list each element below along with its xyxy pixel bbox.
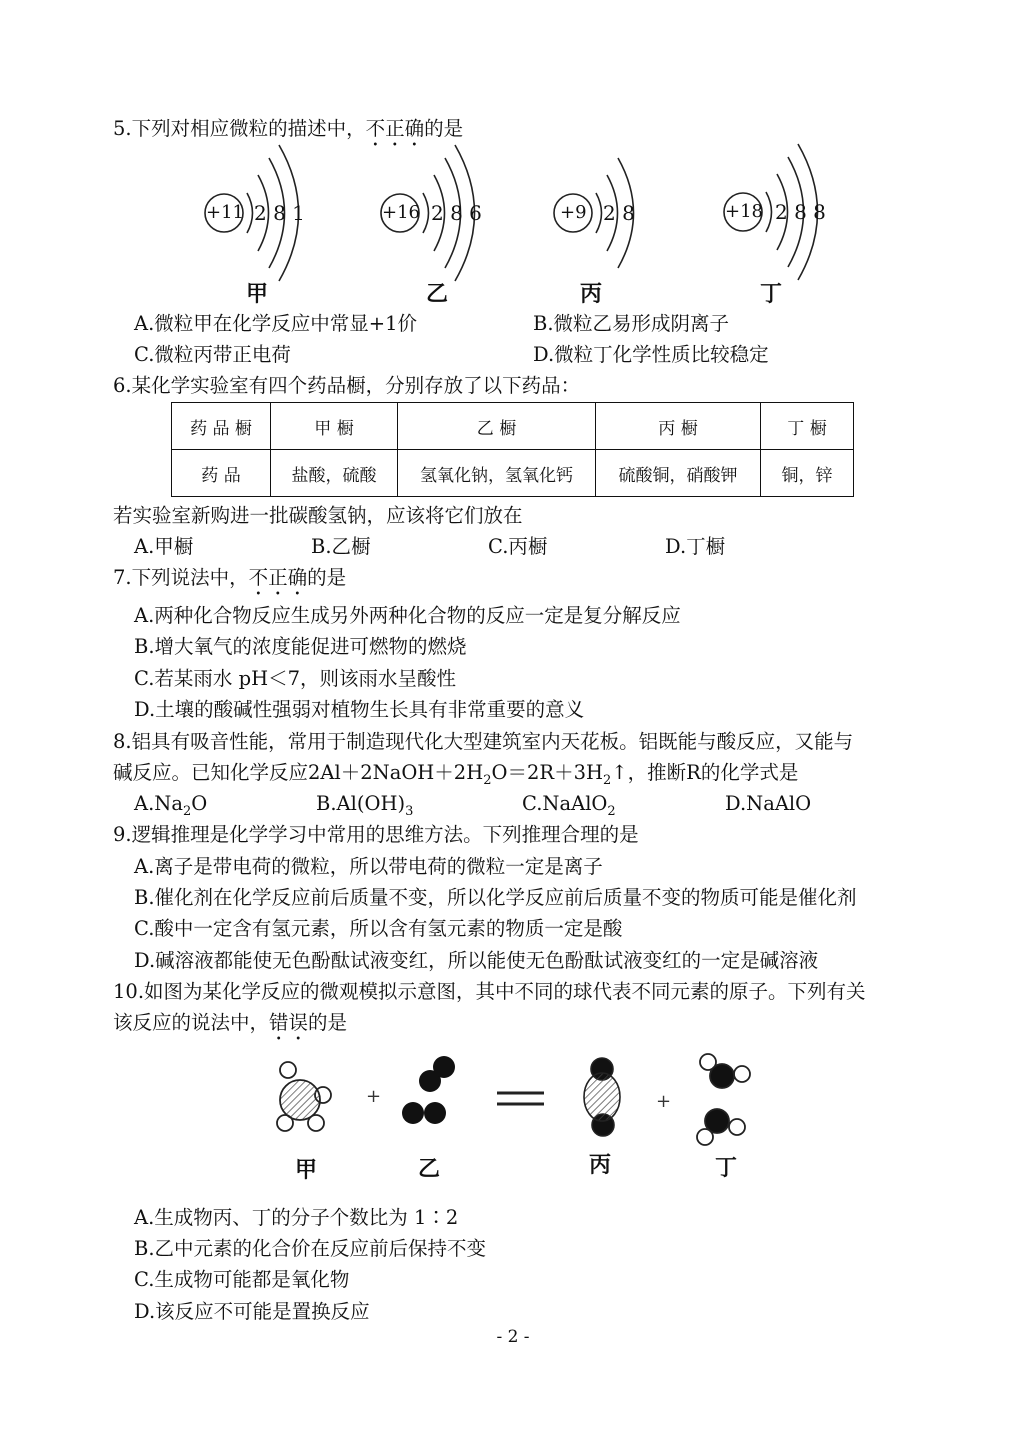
q5-option-c: C.微粒丙带正电荷 — [134, 343, 291, 366]
table-cell: 甲 橱 — [271, 403, 398, 450]
atom-shells-ding: 2 8 8 — [775, 200, 826, 224]
q6-option-a: A.甲橱 — [134, 535, 194, 558]
q9-stem: 9.逻辑推理是化学学习中常用的思维方法。下列推理合理的是 — [113, 823, 639, 846]
table-cell: 铜，锌 — [761, 450, 854, 497]
table-row — [172, 450, 854, 497]
q8-option-d: D.NaAlO — [725, 792, 812, 815]
atom-label-jia: 甲 — [246, 282, 269, 307]
molecule-label-yi: 乙 — [418, 1157, 441, 1182]
atom-shells-bing: 2 8 — [603, 201, 635, 225]
atom-shells-yi: 2 8 6 — [431, 201, 482, 225]
q10-option-d: D.该反应不可能是置换反应 — [134, 1300, 370, 1323]
q7-option-c: C.若某雨水 pH＜7，则该雨水呈酸性 — [134, 667, 457, 690]
q8-option-c: C.NaAlO$_2$ — [522, 792, 616, 819]
q7-stem: 7.下列说法中，不正确的是 — [113, 566, 347, 589]
molecule-bing — [584, 1058, 620, 1136]
q6-follow: 若实验室新购进一批碳酸氢钠，应该将它们放在 — [113, 504, 523, 527]
atom-label-yi: 乙 — [426, 282, 449, 307]
q5-stem: 5.下列对相应微粒的描述中，不正确的是 — [113, 117, 464, 140]
q9-option-b: B.催化剂在化学反应前后质量不变，所以化学反应前后质量不变的物质可能是催化剂 — [134, 886, 857, 909]
atom-label-bing: 丙 — [580, 282, 603, 307]
q10-option-b: B.乙中元素的化合价在反应前后保持不变 — [134, 1237, 487, 1260]
drug-cabinet-table — [171, 402, 854, 497]
atom-shells-jia: 2 8 1 — [254, 201, 305, 225]
molecule-jia — [277, 1062, 331, 1131]
q10-option-c: C.生成物可能都是氧化物 — [134, 1268, 350, 1291]
q6-option-d: D.丁橱 — [665, 535, 726, 558]
table-cell: 氢氧化钠，氢氧化钙 — [398, 450, 596, 497]
table-cell: 乙 橱 — [398, 403, 596, 450]
table-cell: 丙 橱 — [596, 403, 761, 450]
table-cell: 硫酸铜，硝酸钾 — [596, 450, 761, 497]
q5-option-b: B.微粒乙易形成阴离子 — [533, 312, 730, 335]
table-cell: 丁 橱 — [761, 403, 854, 450]
q10-stem-line2: 该反应的说法中，错误的是 — [113, 1011, 348, 1034]
plus-sign-2: + — [656, 1091, 672, 1112]
atom-label-ding: 丁 — [760, 282, 783, 307]
q8-option-b: $B.Al(OH)_3$ — [316, 792, 414, 819]
atom-nucleus-jia: +11 — [206, 202, 244, 223]
q8-stem-line1: 8.铝具有吸音性能，常用于制造现代化大型建筑室内天花板。铝既能与酸反应，又能与 — [113, 730, 854, 753]
plus-sign-1: + — [366, 1086, 382, 1107]
q9-option-d: D.碱溶液都能使无色酚酞试液变红，所以能使无色酚酞试液变红的一定是碱溶液 — [134, 949, 819, 972]
q5-option-d: D.微粒丁化学性质比较稳定 — [533, 343, 769, 366]
table-row — [172, 403, 854, 450]
q6-option-c: C.丙橱 — [488, 535, 548, 558]
equals-sign — [497, 1093, 544, 1104]
molecule-ding-2 — [697, 1109, 745, 1145]
molecule-yi — [402, 1056, 455, 1124]
table-cell: 药 品 — [172, 450, 271, 497]
q6-stem: 6.某化学实验室有四个药品橱，分别存放了以下药品： — [113, 374, 581, 397]
molecule-label-bing: 丙 — [589, 1153, 612, 1178]
q8-option-a: $A.Na_2O$ — [134, 792, 208, 819]
q7-option-a: A.两种化合物反应生成另外两种化合物的反应一定是复分解反应 — [134, 604, 681, 627]
table-cell: 药 品 橱 — [172, 403, 271, 450]
q10-option-a: A.生成物丙、丁的分子个数比为 1∶2 — [134, 1206, 459, 1229]
molecule-label-jia: 甲 — [295, 1158, 318, 1183]
molecule-ding-1 — [700, 1054, 750, 1088]
atom-nucleus-ding: +18 — [725, 201, 763, 222]
q10-stem-line1: 10.如图为某化学反应的微观模拟示意图，其中不同的球代表不同元素的原子。下列有关 — [113, 980, 866, 1003]
q5-option-a: A.微粒甲在化学反应中常显+1价 — [134, 312, 418, 335]
q7-option-b: B.增大氧气的浓度能促进可燃物的燃烧 — [134, 635, 467, 658]
molecule-label-ding: 丁 — [715, 1156, 738, 1181]
q8-stem-line2: 碱反应。已知化学反应$2Al+2NaOH+2H_2O=2R+3H_2↑$，推断R的化学式是 — [113, 761, 799, 788]
q6-option-b: B.乙橱 — [311, 535, 371, 558]
q7-option-d: D.土壤的酸碱性强弱对植物生长具有非常重要的意义 — [134, 698, 585, 721]
atom-nucleus-yi: +16 — [382, 202, 420, 223]
atom-nucleus-bing: +9 — [560, 202, 587, 223]
table-cell: 盐酸，硫酸 — [271, 450, 398, 497]
q9-option-c: C.酸中一定含有氢元素，所以含有氢元素的物质一定是酸 — [134, 917, 623, 940]
q9-option-a: A.离子是带电荷的微粒，所以带电荷的微粒一定是离子 — [134, 855, 603, 878]
page-number: - 2 - — [496, 1327, 530, 1347]
